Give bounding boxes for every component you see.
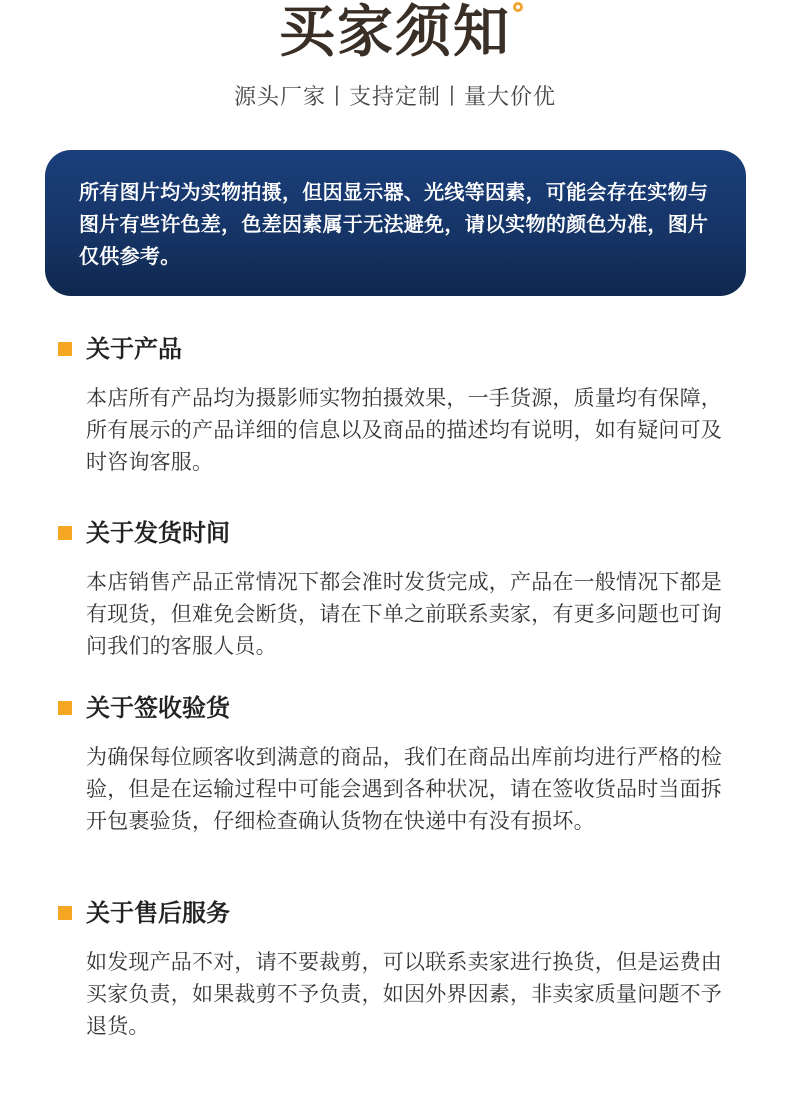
notice-box bbox=[45, 150, 746, 296]
section-title: 关于产品 bbox=[86, 335, 182, 363]
section-body: 本店销售产品正常情况下都会准时发货完成，产品在一般情况下都是有现货，但难免会断货，请在下单之前联系卖家，有更多问题也可询问我们的客服人员。 bbox=[86, 570, 722, 658]
section-title: 关于签收验货 bbox=[86, 694, 230, 722]
page-title-text: 买家须知 bbox=[279, 0, 511, 65]
section-body: 如发现产品不对，请不要裁剪，可以联系卖家进行换货，但是运费由买家负责，如果裁剪不予负责，如因外界因素，非卖家质量问题不予退货。 bbox=[86, 950, 722, 1038]
section-body: 本店所有产品均为摄影师实物拍摄效果，一手货源，质量均有保障，所有展示的产品详细的信息以及商品的描述均有说明，如有疑问可及时咨询客服。 bbox=[86, 386, 722, 474]
section-title: 关于发货时间 bbox=[86, 519, 230, 547]
section-body: 为确保每位顾客收到满意的商品，我们在商品出库前均进行严格的检验，但是在运输过程中可能会遇到各种状况，请在签收货品时当面拆开包裹验货，仔细检查确认货物在快递中有没有损坏。 bbox=[86, 745, 722, 833]
section-header bbox=[58, 516, 748, 550]
section-header bbox=[58, 332, 748, 366]
section-header bbox=[58, 896, 748, 930]
section-inspection bbox=[58, 691, 748, 837]
square-bullet-icon bbox=[58, 701, 72, 715]
square-bullet-icon bbox=[58, 526, 72, 540]
page-title bbox=[279, 2, 511, 64]
notice-text: 所有图片均为实物拍摄，但因显示器、光线等因素，可能会存在实物与图片有些许色差，色差因素属于无法避免，请以实物的颜色为准，图片仅供参考。 bbox=[79, 180, 709, 268]
section-product bbox=[58, 332, 748, 478]
square-bullet-icon bbox=[58, 342, 72, 356]
title-ring-decoration bbox=[513, 2, 523, 12]
section-after-sales bbox=[58, 896, 748, 1042]
section-header bbox=[58, 691, 748, 725]
section-shipping-time bbox=[58, 516, 748, 662]
section-title: 关于售后服务 bbox=[86, 899, 230, 927]
header bbox=[0, 0, 790, 64]
square-bullet-icon bbox=[58, 906, 72, 920]
page-subtitle: 源头厂家丨支持定制丨量大价优 bbox=[233, 85, 556, 110]
